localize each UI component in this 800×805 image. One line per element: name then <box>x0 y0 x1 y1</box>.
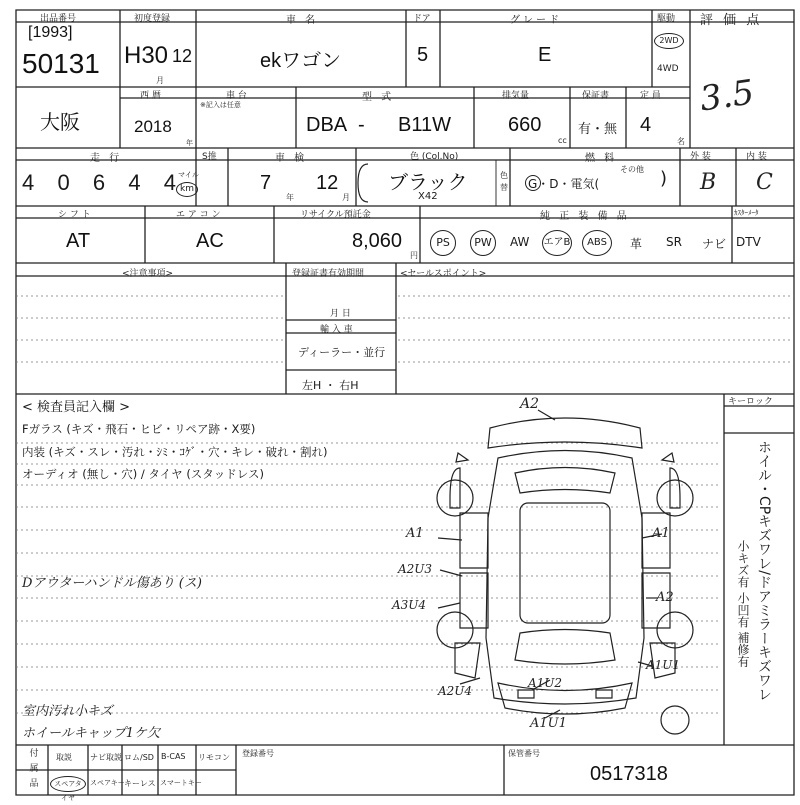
mark-rear-panel: A1U1 <box>530 716 567 731</box>
inspection-year: 7 <box>260 172 272 194</box>
color-code: X42 <box>418 191 438 202</box>
acc-keyless: キーレス <box>124 779 156 788</box>
capacity-label: 定 員 <box>640 91 661 101</box>
mark-right-rear: A1U1 <box>646 658 681 672</box>
capacity-value: 4 <box>640 114 652 136</box>
mark-rear-bumper: A1U2 <box>528 676 563 690</box>
shift-label: シ フ ト <box>58 210 91 220</box>
recycle-fee: 8,060 <box>352 230 403 252</box>
displacement-value: 660 <box>508 114 542 136</box>
recycle-yen: 円 <box>410 251 418 260</box>
fuel-other-label: その他 <box>620 165 644 174</box>
color-name: ブラック <box>388 172 468 194</box>
note-door-handle: Dアウターハンドル傷あり (ス) <box>22 576 202 591</box>
reg-expiry-label: 登録証書有効期間 <box>292 269 365 279</box>
caution-label: <注意事項> <box>122 269 174 279</box>
model-year-label: 西 暦 <box>140 91 161 101</box>
import-label: 輸 入 車 <box>320 325 353 335</box>
acc-navi-manual: ナビ取説 <box>90 753 122 762</box>
chassis-label: 車 台 <box>226 91 247 101</box>
first-reg-month-unit: 月 <box>156 76 164 85</box>
handle-side: 左H ・ 右H <box>302 379 359 392</box>
mileage-digit: 4 <box>22 170 35 195</box>
grade-label: グレード <box>510 15 562 26</box>
storage-number: 0517318 <box>590 763 668 785</box>
storage-no-label: 保管番号 <box>508 749 540 758</box>
entry-number: 50131 <box>22 48 100 79</box>
score-value: 3.5 <box>697 72 757 120</box>
equip-aw: AW <box>510 235 530 249</box>
model-dash: - <box>358 114 365 136</box>
side-note: ホイル・CPキズワレ/ドアミラーキズワレ <box>756 440 772 701</box>
equip-dtv: DTV <box>736 235 761 249</box>
mileage-label: 走 行 <box>90 153 123 164</box>
equip-navi: ナビ <box>702 237 727 251</box>
score-label: 評 価 点 <box>700 13 763 28</box>
acc-manual: 取説 <box>56 753 72 762</box>
model-year-unit: 年 <box>186 139 193 147</box>
accessories-label-text: 付属品 <box>27 748 38 793</box>
mileage-km-circled: km <box>176 182 198 197</box>
note-windshield: Fガラス (キズ・飛石・ヒビ・リペア跡・X要) <box>22 422 256 436</box>
equip-ps: PS <box>430 230 456 256</box>
acc-rom-sd: ロム/SD <box>124 753 154 762</box>
first-reg-label: 初度登録 <box>134 14 171 24</box>
equip-sr: SR <box>666 235 682 249</box>
aircon-value: AC <box>196 230 224 252</box>
mileage-digit: 4 <box>163 170 176 195</box>
fuel-close: ) <box>660 168 668 189</box>
equip-abs: ABS <box>582 230 612 256</box>
doors-value: 5 <box>417 44 429 66</box>
accessories-label <box>20 748 44 799</box>
mileage-mile-label: マイル <box>178 171 199 179</box>
color-change-label: 色替 <box>500 171 508 192</box>
interior-label: 内 装 <box>746 152 767 162</box>
exterior-label: 外 装 <box>690 152 711 162</box>
acc-smart-key: スマートキー <box>160 779 202 787</box>
tach-label: S推 <box>202 152 217 162</box>
first-reg-era: H30 <box>124 42 169 69</box>
acc-spare-key: スペアキー <box>90 779 125 787</box>
side-note-sub: 小キズ有 小凹有 補修有 <box>736 540 750 668</box>
recycle-label: リサイクル預託金 <box>300 210 371 220</box>
note-interior-dirt: 室内汚れ小キズ <box>22 704 113 719</box>
equipment-label: 純 正 装 備 品 <box>540 211 630 222</box>
displacement-label: 排気量 <box>502 91 530 101</box>
mark-left-rear-door: A2U3 <box>398 562 433 576</box>
equip-airbag: エアB <box>542 230 572 256</box>
warranty-choice: 有・無 <box>578 122 618 137</box>
mark-right-quarter: A2 <box>656 590 674 605</box>
mark-left-rear: A2U4 <box>438 684 473 698</box>
acc-spare-tire-circled: スペアタイヤ <box>50 776 86 792</box>
exterior-grade: B <box>700 170 717 195</box>
model-label: 型 式 <box>362 92 395 103</box>
mileage-digits <box>22 170 176 200</box>
mileage-digit: 6 <box>92 170 106 195</box>
key-lock-label: キーロック <box>728 397 773 407</box>
dealer-parallel: ディーラー・並行 <box>298 346 386 359</box>
mark-left-front-door: A1 <box>406 526 424 541</box>
entry-no-label: 出品番号 <box>40 14 77 24</box>
interior-grade: C <box>756 170 773 195</box>
inspection-year-unit: 年 <box>286 193 294 202</box>
mark-front: A2 <box>520 396 540 412</box>
inspection-month: 12 <box>316 172 339 194</box>
capacity-unit: 名 <box>677 137 685 146</box>
warranty-label: 保証書 <box>582 91 610 101</box>
inspector-label: < 検査員記入欄 > <box>22 400 131 415</box>
car-name-label: 車 名 <box>286 15 319 26</box>
doors-label: ドア <box>413 14 431 24</box>
note-interior: 内装 (キズ・スレ・汚れ・ｼﾐ・ｺｹﾞ・穴・キレ・破れ・割れ) <box>22 445 328 459</box>
color-bracket-icon <box>356 160 370 206</box>
acc-bcas: B-CAS <box>161 752 186 761</box>
location: 大阪 <box>40 112 80 134</box>
fuel-options: G・D・電気( <box>528 177 600 191</box>
mark-right-front-door: A1 <box>652 526 670 541</box>
mileage-digit: 0 <box>57 170 70 195</box>
sales-point-label: <セールスポイント> <box>400 269 487 279</box>
car-name: ekワゴン <box>260 50 342 72</box>
tachometer-label: ｶｽﾀｰﾒｰﾀ <box>734 209 759 217</box>
grade-value: E <box>538 44 552 66</box>
reg-month-day: 月 日 <box>330 309 351 319</box>
first-reg-month: 12 <box>172 46 193 66</box>
note-wheel-cap: ホイールキャップ1ケ欠 <box>22 726 161 741</box>
mileage-digit: 4 <box>128 170 141 195</box>
drive-2wd-circled: 2WD <box>654 33 684 49</box>
drive-label: 駆動 <box>657 14 676 24</box>
equip-leather: 革 <box>630 237 643 251</box>
fuel-label: 燃 料 <box>585 153 618 164</box>
inspection-month-unit: 月 <box>342 193 350 202</box>
displacement-unit: cc <box>558 136 567 145</box>
mark-left-quarter: A3U4 <box>392 598 427 612</box>
equip-pw: PW <box>470 230 496 256</box>
color-label: 色 (Col.No) <box>410 152 459 162</box>
aircon-label: エ ア コ ン <box>176 210 221 220</box>
shift-value: AT <box>66 230 91 252</box>
model-year-value: 2018 <box>134 117 172 136</box>
acc-remote: リモコン <box>198 753 230 762</box>
chassis-note: ※記入は任意 <box>200 101 241 109</box>
model-code: B11W <box>398 114 451 136</box>
entry-year: [1993] <box>28 24 73 41</box>
drive-4wd: 4WD <box>657 64 679 74</box>
note-audio-tire: オーディオ (無し・穴) / タイヤ (スタッドレス) <box>22 467 264 481</box>
registration-number-label: 登録番号 <box>242 749 274 758</box>
model-prefix: DBA <box>306 114 348 136</box>
equipment-list <box>426 228 792 258</box>
inspection-label: 車 検 <box>275 153 308 164</box>
